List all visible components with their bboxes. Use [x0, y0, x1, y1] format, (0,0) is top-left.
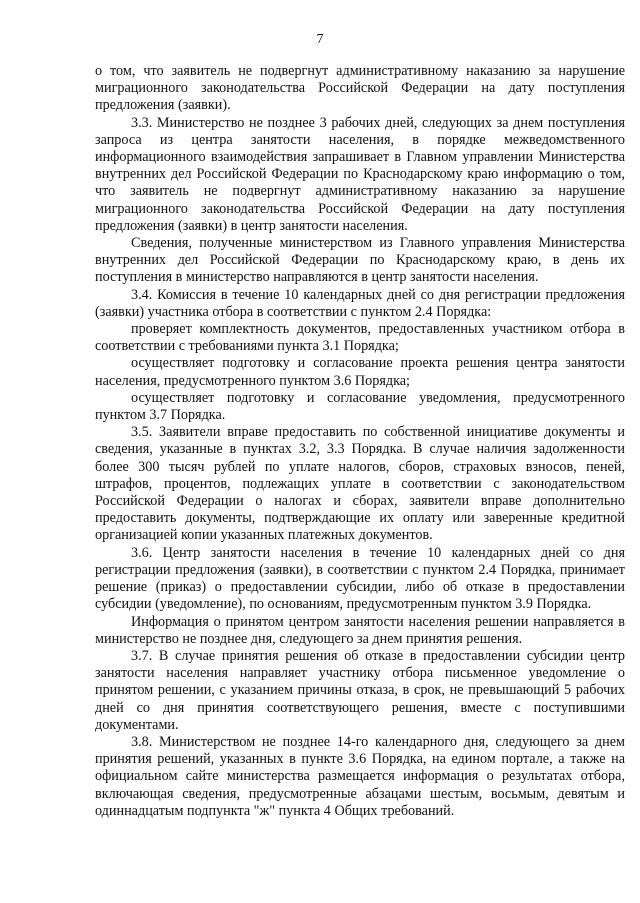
paragraph-3-3: 3.3. Министерство не позднее 3 рабочих дней, следующих за днем поступления запроса из центра занятости населения, в порядке межведомственного информационного взаимодействия запрашивает в Главном управлении Министерства внутренних дел Российской Федерации по Краснодарскому краю информацию о том, что заявитель не подвергнут административному наказанию за нарушение миграционного законодательства Российской Федерации на дату поступления предложения (заявки) в центр занятости населения.	[95, 114, 625, 234]
paragraph-3-4-item-3: осуществляет подготовку и согласование уведомления, предусмотренного пунктом 3.7 Порядка.	[95, 389, 625, 424]
paragraph-3-6-info: Информация о принятом центром занятости населения решении направляется в министерство не позднее дня, следующего за днем принятия решения.	[95, 613, 625, 647]
page-number: 7	[316, 32, 324, 47]
paragraph-3-8: 3.8. Министерством не позднее 14-го календарного дня, следующего за днем принятия решений, указанных в пункте 3.6 Порядка, на едином портале, а также на официальном сайте министерства размещается информация о результатах отбора, включающая сведения, предусмотренные абзацами шестым, восьмым, девятым и одиннадцатым подпункта "ж" пункта 4 Общих требований.	[95, 733, 625, 819]
paragraph-continuation: о том, что заявитель не подвергнут административному наказанию за нарушение миграционного законодательства Российской Федерации на дату поступления предложения (заявки).	[95, 63, 625, 114]
paragraph-3-4-item-1: проверяет комплектность документов, предоставленных участником отбора в соответствии с требованиями пункта 3.1 Порядка;	[95, 321, 625, 355]
paragraph-3-3-info: Сведения, полученные министерством из Главного управления Министерства внутренних дел Российской Федерации по Краснодарскому краю, в день их поступления в министерство направляются в центр занятости населения.	[95, 235, 625, 286]
paragraph-3-4: 3.4. Комиссия в течение 10 календарных дней со дня регистрации предложения (заявки) участника отбора в соответствии с пунктом 2.4 Порядка:	[95, 286, 625, 320]
paragraph-3-4-item-2: осуществляет подготовку и согласование проекта решения центра занятости населения, предусмотренного пунктом 3.6 Порядка;	[95, 355, 625, 389]
paragraph-3-6: 3.6. Центр занятости населения в течение 10 календарных дней со дня регистрации предложения (заявки), в соответствии с пунктом 2.4 Порядка, принимает решение (приказ) о предоставлении субсидии, либо об отказе в предоставлении субсидии (уведомление), по основаниям, предусмотренным пунктом 3.9 Порядка.	[95, 544, 625, 613]
paragraph-3-5: 3.5. Заявители вправе предоставить по собственной инициативе документы и сведения, указанные в пунктах 3.2, 3.3 Порядка. В случае наличия задолженности более 300 тысяч рублей по уплате налогов, сборов, страховых взносов, пеней, штрафов, процентов, подлежащих уплате в соответствии с законодательством Российской Федерации о налогах и сборах, заявители вправе дополнительно предоставить документы, подтверждающие их оплату или заверенные кредитной организацией копии указанных платежных документов.	[95, 424, 625, 544]
document-body	[95, 63, 625, 820]
paragraph-3-7: 3.7. В случае принятия решения об отказе в предоставлении субсидии центр занятости населения направляет участнику отбора письменное уведомление о принятом решении, с указанием причины отказа, в срок, не превышающий 5 рабочих дней со дня принятия соответствующего решения, вместе с поступившими документами.	[95, 647, 625, 733]
